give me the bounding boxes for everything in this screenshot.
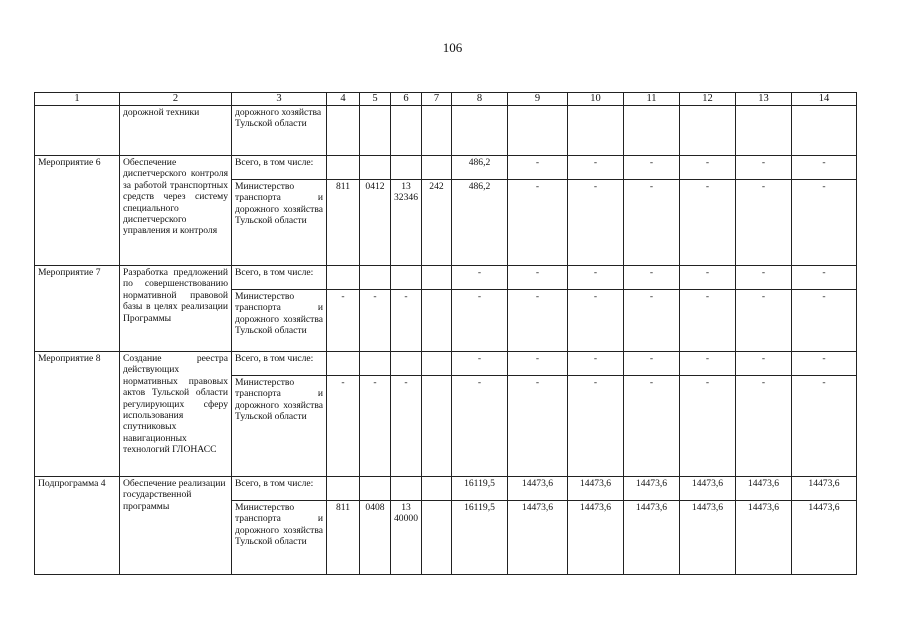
dash-cell: -: [508, 266, 568, 290]
cell: [360, 352, 391, 376]
header-cell: 14: [792, 93, 857, 106]
budget-table: [34, 92, 857, 575]
total-label: Всего, в том числе:: [232, 266, 327, 290]
header-cell: 9: [508, 93, 568, 106]
header-cell: 6: [391, 93, 422, 106]
cell: [422, 266, 452, 290]
activity-label: Мероприятие 6: [35, 156, 120, 266]
dash-cell: -: [792, 352, 857, 376]
cell: [508, 106, 568, 156]
dash-cell: -: [680, 352, 736, 376]
cell: [680, 106, 736, 156]
page-number: 106: [442, 40, 463, 55]
dash-cell: -: [736, 376, 792, 477]
subprogram-label: Подпрограмма 4: [35, 477, 120, 575]
value-cell: 486,2: [452, 156, 508, 180]
cell: [327, 106, 360, 156]
total-label: Всего, в том числе:: [232, 156, 327, 180]
value-cell: 14473,6: [568, 477, 624, 501]
table-row-p4-total: [35, 477, 857, 501]
total-label: Всего, в том числе:: [232, 352, 327, 376]
cell: [452, 106, 508, 156]
value-cell: 14473,6: [736, 501, 792, 575]
header-cell: 8: [452, 93, 508, 106]
activity-desc: Разработка предложений по совершенствованию нормативной правовой базы в целях реализации Программы: [120, 266, 232, 352]
dash-cell: -: [736, 156, 792, 180]
value-cell: 16119,5: [452, 501, 508, 575]
header-cell: 13: [736, 93, 792, 106]
dash-cell: -: [391, 376, 422, 477]
dash-cell: -: [327, 290, 360, 352]
value-cell: 14473,6: [680, 501, 736, 575]
dash-cell: -: [792, 156, 857, 180]
cell: [792, 106, 857, 156]
dash-cell: -: [452, 266, 508, 290]
dash-cell: -: [568, 180, 624, 266]
dash-cell: -: [792, 180, 857, 266]
code-cell: 811: [327, 501, 360, 575]
cell: [391, 106, 422, 156]
dash-cell: -: [624, 180, 680, 266]
header-cell: 7: [422, 93, 452, 106]
cell: [391, 156, 422, 180]
dash-cell: -: [508, 376, 568, 477]
cell-ministry: дорожного хозяйства Тульской области: [232, 106, 327, 156]
dash-cell: -: [624, 290, 680, 352]
dash-cell: -: [736, 352, 792, 376]
dash-cell: -: [624, 376, 680, 477]
dash-cell: -: [508, 156, 568, 180]
dash-cell: -: [508, 180, 568, 266]
cell: [35, 106, 120, 156]
dash-cell: -: [327, 376, 360, 477]
dash-cell: -: [680, 180, 736, 266]
cell: [624, 106, 680, 156]
dash-cell: -: [568, 376, 624, 477]
dash-cell: -: [792, 290, 857, 352]
cell: [391, 477, 422, 501]
cell: [327, 477, 360, 501]
cell: [327, 156, 360, 180]
dash-cell: -: [624, 266, 680, 290]
cell: [360, 106, 391, 156]
header-cell: 1: [35, 93, 120, 106]
code-cell: 242: [422, 180, 452, 266]
ministry-cell: Министерство транспорта и дорожного хозяйства Тульской области: [232, 376, 327, 477]
header-cell: 4: [327, 93, 360, 106]
value-cell: 14473,6: [508, 477, 568, 501]
dash-cell: -: [452, 290, 508, 352]
cell: [360, 266, 391, 290]
activity-label: Мероприятие 8: [35, 352, 120, 477]
dash-cell: -: [736, 180, 792, 266]
code-cell: 0412: [360, 180, 391, 266]
dash-cell: -: [792, 266, 857, 290]
cell: [327, 352, 360, 376]
dash-cell: -: [360, 376, 391, 477]
cell: [360, 156, 391, 180]
header-cell: 11: [624, 93, 680, 106]
value-cell: 14473,6: [624, 477, 680, 501]
dash-cell: -: [624, 352, 680, 376]
value-cell: 14473,6: [736, 477, 792, 501]
dash-cell: -: [736, 290, 792, 352]
value-cell: 486,2: [452, 180, 508, 266]
dash-cell: -: [452, 376, 508, 477]
ministry-cell: Министерство транспорта и дорожного хозяйства Тульской области: [232, 290, 327, 352]
activity-label: Мероприятие 7: [35, 266, 120, 352]
ministry-cell: Министерство транспорта и дорожного хозяйства Тульской области: [232, 180, 327, 266]
cell: [360, 477, 391, 501]
total-label: Всего, в том числе:: [232, 477, 327, 501]
table-row-m6-total: [35, 156, 857, 180]
ministry-cell: Министерство транспорта и дорожного хозяйства Тульской области: [232, 501, 327, 575]
dash-cell: -: [508, 290, 568, 352]
table-row-m7-total: [35, 266, 857, 290]
cell: [422, 290, 452, 352]
dash-cell: -: [736, 266, 792, 290]
dash-cell: -: [792, 376, 857, 477]
cell: [391, 352, 422, 376]
activity-desc: Обеспечение диспетчерского контроля за работой транспортных средств через систему специального диспетчерского управления и контроля: [120, 156, 232, 266]
code-cell: 13 32346: [391, 180, 422, 266]
code-cell: 811: [327, 180, 360, 266]
cell-desc: дорожной техники: [120, 106, 232, 156]
cell: [568, 106, 624, 156]
activity-desc: Создание реестра действующих нормативных правовых актов Тульской области регулирующих сферу использования спутниковых навигационных технологий ГЛОНАСС: [120, 352, 232, 477]
dash-cell: -: [680, 266, 736, 290]
cell: [422, 477, 452, 501]
table-row-continued: [35, 106, 857, 156]
dash-cell: -: [568, 156, 624, 180]
dash-cell: -: [680, 156, 736, 180]
value-cell: 14473,6: [792, 477, 857, 501]
header-row: [35, 93, 857, 106]
cell: [422, 156, 452, 180]
header-cell: 12: [680, 93, 736, 106]
cell: [391, 266, 422, 290]
value-cell: 14473,6: [624, 501, 680, 575]
header-cell: 3: [232, 93, 327, 106]
dash-cell: -: [568, 290, 624, 352]
code-cell: 0408: [360, 501, 391, 575]
header-cell: 5: [360, 93, 391, 106]
cell: [422, 501, 452, 575]
dash-cell: -: [568, 266, 624, 290]
dash-cell: -: [360, 290, 391, 352]
cell: [422, 106, 452, 156]
value-cell: 16119,5: [452, 477, 508, 501]
cell: [422, 352, 452, 376]
dash-cell: -: [624, 156, 680, 180]
cell: [736, 106, 792, 156]
cell: [422, 376, 452, 477]
code-cell: 13 40000: [391, 501, 422, 575]
header-cell: 10: [568, 93, 624, 106]
dash-cell: -: [568, 352, 624, 376]
dash-cell: -: [452, 352, 508, 376]
dash-cell: -: [680, 376, 736, 477]
value-cell: 14473,6: [508, 501, 568, 575]
value-cell: 14473,6: [680, 477, 736, 501]
dash-cell: -: [391, 290, 422, 352]
subprogram-desc: Обеспечение реализации государственной программы: [120, 477, 232, 575]
value-cell: 14473,6: [568, 501, 624, 575]
cell: [327, 266, 360, 290]
value-cell: 14473,6: [792, 501, 857, 575]
table-row-m8-total: [35, 352, 857, 376]
dash-cell: -: [508, 352, 568, 376]
dash-cell: -: [680, 290, 736, 352]
header-cell: 2: [120, 93, 232, 106]
